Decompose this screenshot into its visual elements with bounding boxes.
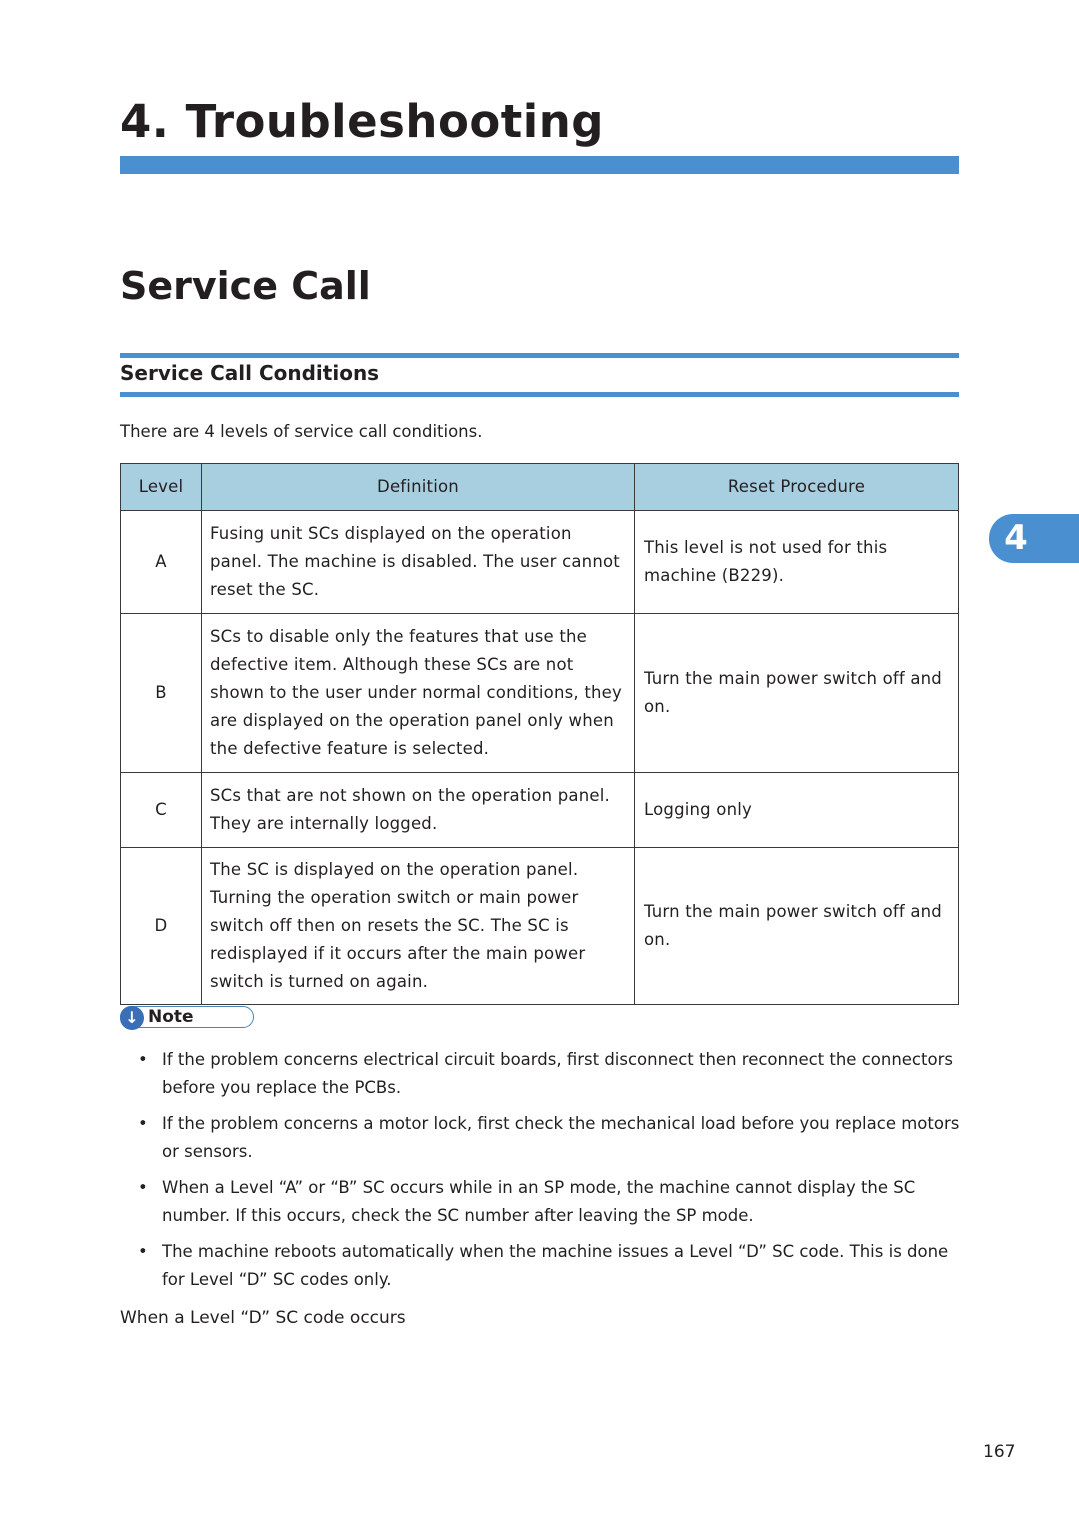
subsection-title: Service Call Conditions	[120, 361, 380, 385]
list-item	[120, 1174, 965, 1230]
arrow-down-icon: ↓	[120, 1006, 144, 1030]
list-item	[120, 1238, 965, 1294]
level-cell: D	[121, 848, 202, 1005]
definition-cell: Fusing unit SCs displayed on the operation panel. The machine is disabled. The user cannot reset the SC.	[202, 511, 635, 614]
note-label: Note	[148, 1007, 194, 1027]
note-list	[120, 1046, 965, 1302]
intro-text: There are 4 levels of service call conditions.	[120, 422, 483, 441]
chapter-title-bar	[120, 156, 959, 174]
chapter-title: 4. Troubleshooting	[120, 95, 604, 148]
header-definition: Definition	[202, 464, 635, 511]
table-row	[121, 511, 959, 614]
level-cell: A	[121, 511, 202, 614]
chapter-tab	[989, 514, 1079, 563]
bullet: •	[138, 1178, 148, 1197]
page-number: 167	[983, 1442, 1016, 1462]
closing-heading: When a Level “D” SC code occurs	[120, 1308, 406, 1328]
note-item-text: The machine reboots automatically when the machine issues a Level “D” SC code. This is done for Level “D” SC codes only.	[162, 1242, 949, 1289]
definition-cell: SCs to disable only the features that use the defective item. Although these SCs are not shown to the user under normal conditions, they are displayed on the operation panel only when the defective feature is selected.	[202, 614, 635, 773]
service-call-levels-table	[120, 463, 959, 1005]
bullet: •	[138, 1242, 148, 1261]
section-title: Service Call	[120, 264, 371, 308]
reset-cell: This level is not used for this machine (B229).	[635, 511, 959, 614]
subsection-top-rule	[120, 353, 959, 358]
definition-cell: SCs that are not shown on the operation panel. They are internally logged.	[202, 773, 635, 848]
level-cell: C	[121, 773, 202, 848]
note-item-text: If the problem concerns a motor lock, first check the mechanical load before you replace motors or sensors.	[162, 1114, 960, 1161]
note-badge	[120, 1006, 254, 1028]
bullet: •	[138, 1050, 148, 1069]
note-item-text: If the problem concerns electrical circuit boards, first disconnect then reconnect the connectors before you replace the PCBs.	[162, 1050, 953, 1097]
list-item	[120, 1110, 965, 1166]
reset-cell: Turn the main power switch off and on.	[635, 614, 959, 773]
list-item	[120, 1046, 965, 1102]
note-item-text: When a Level “A” or “B” SC occurs while in an SP mode, the machine cannot display the SC number. If this occurs, check the SC number after leaving the SP mode.	[162, 1178, 916, 1225]
reset-cell: Turn the main power switch off and on.	[635, 848, 959, 1005]
level-cell: B	[121, 614, 202, 773]
definition-cell: The SC is displayed on the operation panel. Turning the operation switch or main power switch off then on resets the SC. The SC is redisplayed if it occurs after the main power switch is turned on again.	[202, 848, 635, 1005]
table-row	[121, 614, 959, 773]
table-header-row	[121, 464, 959, 511]
chapter-tab-label: 4	[1004, 518, 1028, 558]
header-reset-procedure: Reset Procedure	[635, 464, 959, 511]
table-row	[121, 773, 959, 848]
header-level: Level	[121, 464, 202, 511]
table-row	[121, 848, 959, 1005]
subsection-bottom-rule	[120, 392, 959, 397]
bullet: •	[138, 1114, 148, 1133]
reset-cell: Logging only	[635, 773, 959, 848]
